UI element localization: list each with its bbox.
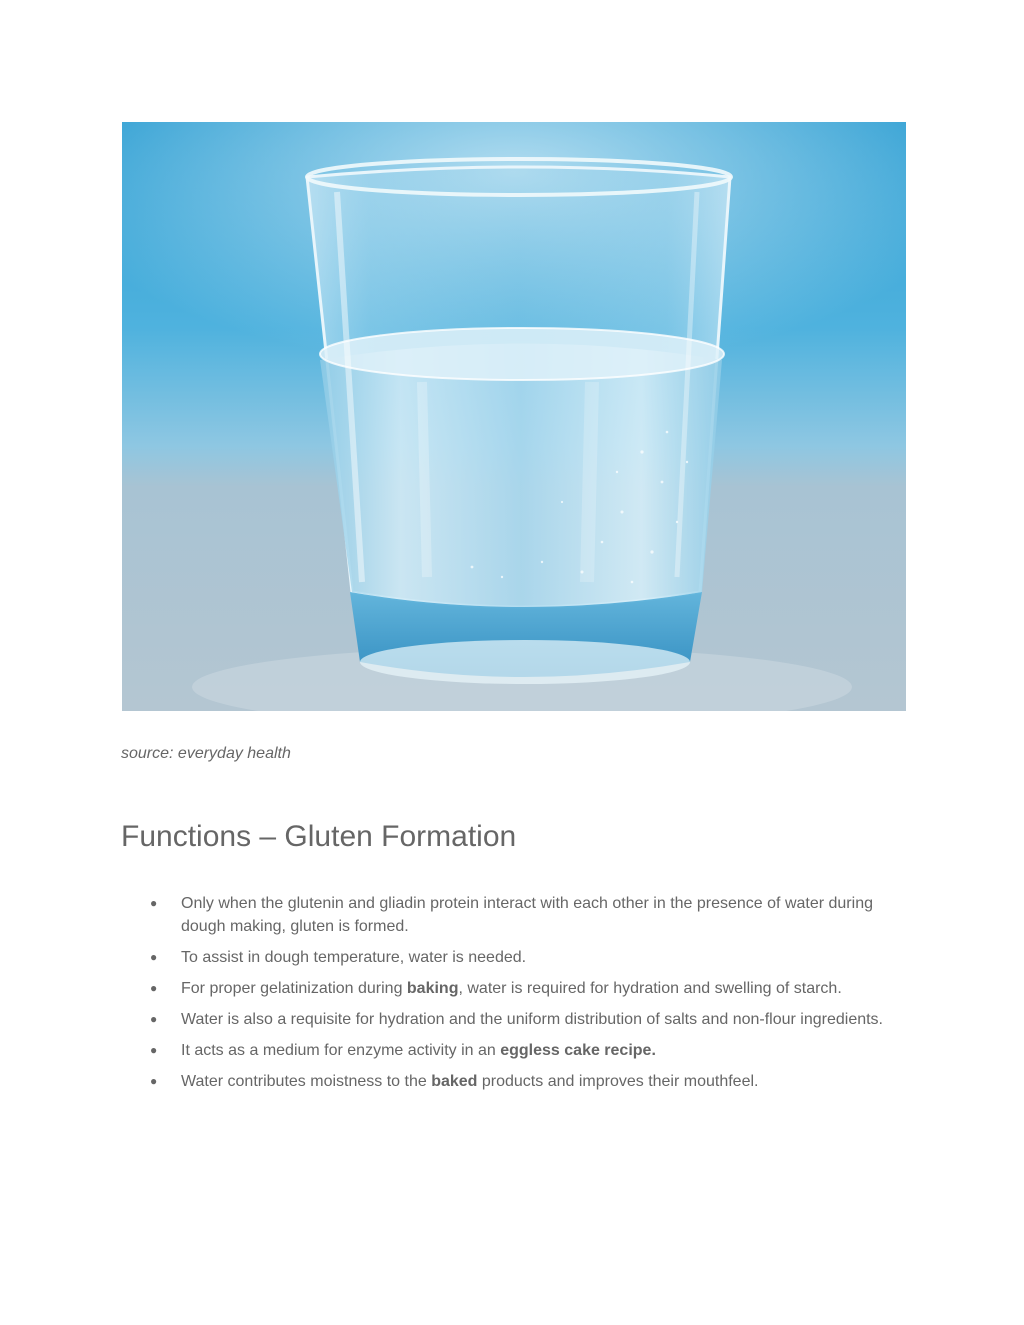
section-heading: Functions – Gluten Formation <box>121 820 517 853</box>
list-item: ● Water contributes moistness to the baked products and improves their mouthfeel. <box>150 1070 900 1093</box>
functions-list <box>150 892 900 1101</box>
bullet-icon: ● <box>150 896 158 910</box>
list-item: ● Water is also a requisite for hydration and the uniform distribution of salts and non-flour ingredients. <box>150 1008 900 1031</box>
bullet-icon: ● <box>150 1012 158 1026</box>
water-glass-photo <box>122 122 906 711</box>
bullet-icon: ● <box>150 981 158 995</box>
bullet-icon: ● <box>150 950 158 964</box>
list-item: ● Only when the glutenin and gliadin protein interact with each other in the presence of water during dough making, gluten is formed. <box>150 892 900 938</box>
water-glass-illustration <box>122 122 906 711</box>
bullet-icon: ● <box>150 1043 158 1057</box>
list-item: ● For proper gelatinization during baking, water is required for hydration and swelling of starch. <box>150 977 900 1000</box>
list-item: ● It acts as a medium for enzyme activity in an eggless cake recipe. <box>150 1039 900 1062</box>
baked-bold-text: baked <box>431 1073 478 1090</box>
water <box>320 344 722 608</box>
eggless-cake-recipe-bold-text: eggless cake recipe. <box>500 1042 656 1059</box>
image-caption: source: everyday health <box>121 745 291 762</box>
list-item: ● To assist in dough temperature, water is needed. <box>150 946 900 969</box>
bullet-icon: ● <box>150 1074 158 1088</box>
baking-bold-text: baking <box>406 980 459 997</box>
